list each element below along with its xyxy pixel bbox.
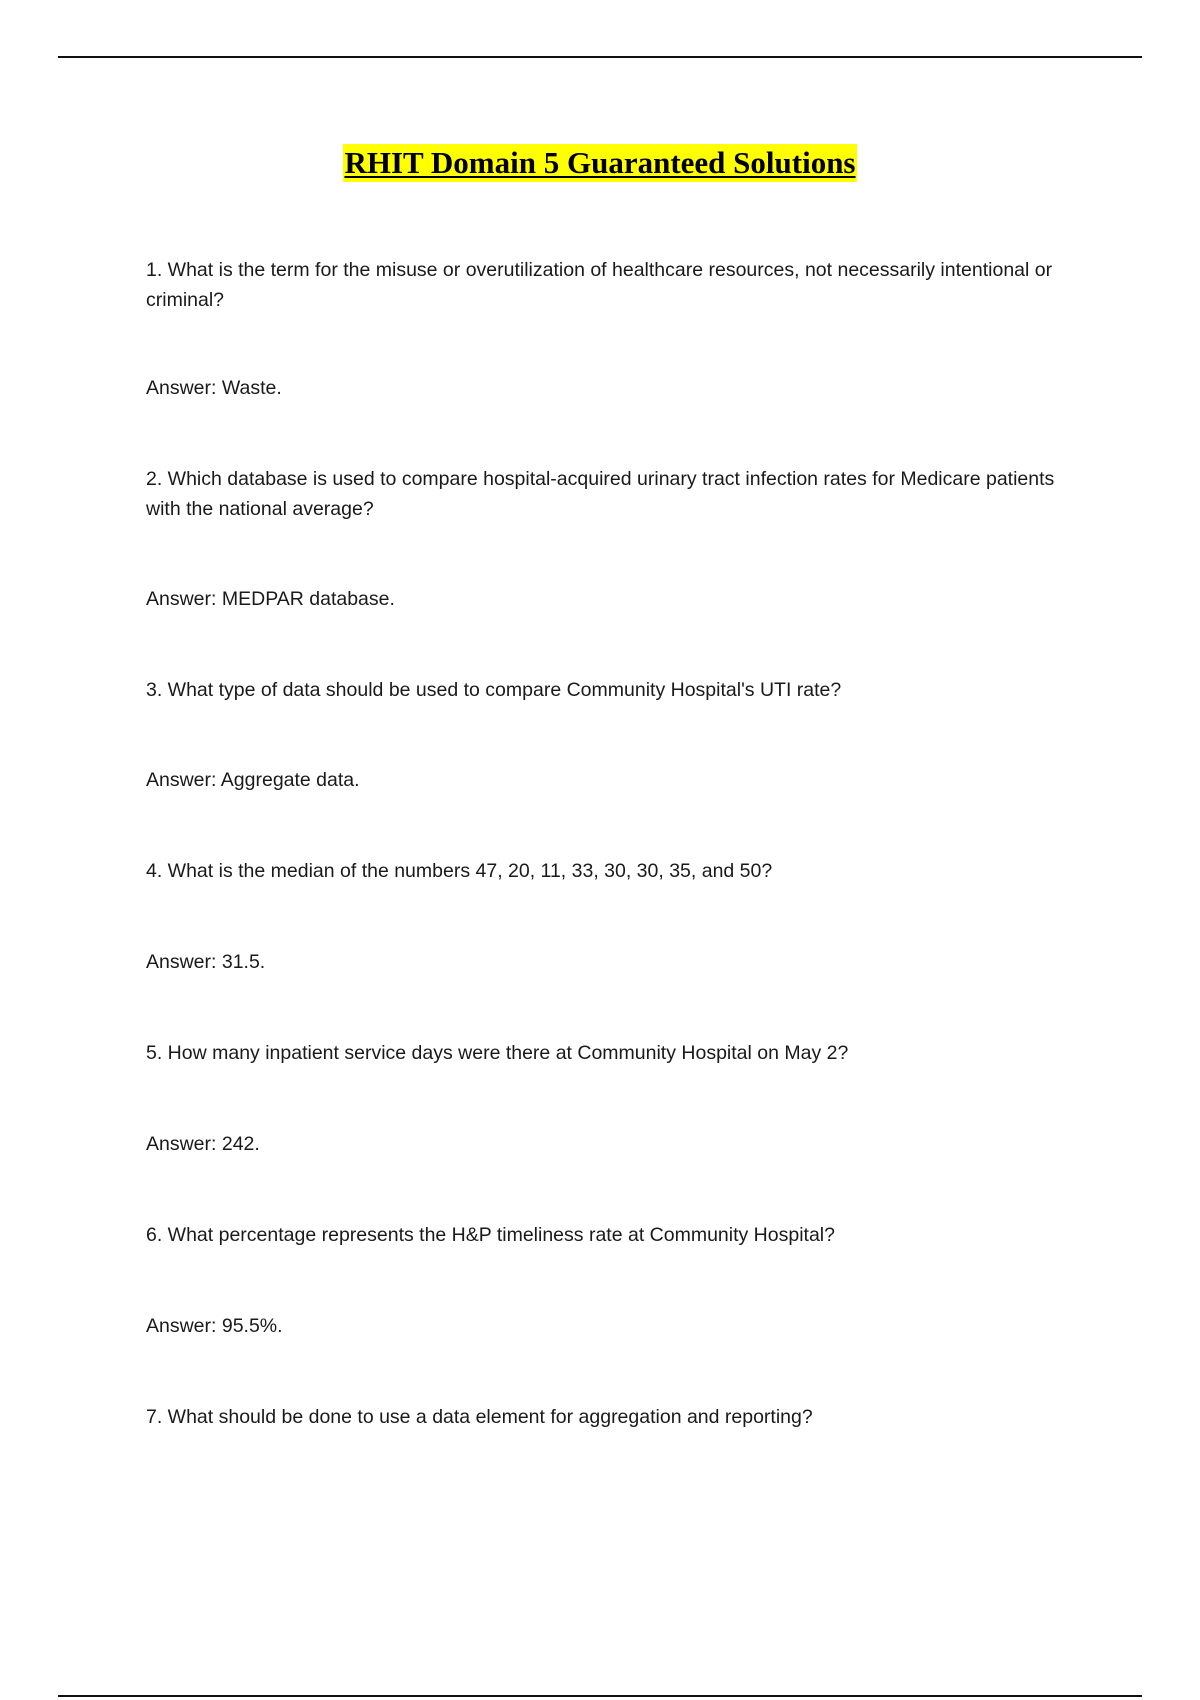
qa-item-5 <box>146 1038 1086 1129</box>
answer-2: Answer: MEDPAR database. <box>146 588 395 610</box>
answer-block-1 <box>146 373 1086 464</box>
title-container <box>0 144 1200 182</box>
question-4: 4. What is the median of the numbers 47, 20, 11, 33, 30, 30, 35, and 50? <box>146 860 773 882</box>
qa-item-3 <box>146 675 1086 765</box>
bottom-rule <box>58 1695 1142 1697</box>
answer-block-6 <box>146 1311 1086 1402</box>
qa-item-4 <box>146 856 1086 947</box>
qa-item-1 <box>146 255 1086 373</box>
answer-6: Answer: 95.5%. <box>146 1315 283 1337</box>
page-title: RHIT Domain 5 Guaranteed Solutions <box>344 145 856 180</box>
question-5: 5. How many inpatient service days were there at Community Hospital on May 2? <box>146 1042 849 1064</box>
answer-block-3 <box>146 765 1086 856</box>
answer-block-5 <box>146 1129 1086 1220</box>
qa-item-2 <box>146 464 1086 584</box>
question-2: 2. Which database is used to compare hospital-acquired urinary tract infection rates for Medicare patients with the national average? <box>146 468 1055 520</box>
qa-list <box>146 255 1086 1462</box>
answer-block-4 <box>146 947 1086 1038</box>
question-7: 7. What should be done to use a data element for aggregation and reporting? <box>146 1406 813 1428</box>
qa-item-7 <box>146 1402 1086 1462</box>
answer-5: Answer: 242. <box>146 1133 260 1155</box>
answer-block-2 <box>146 584 1086 675</box>
answer-1: Answer: Waste. <box>146 377 282 399</box>
question-1: 1. What is the term for the misuse or overutilization of healthcare resources, not necessarily intentional or criminal? <box>146 259 1053 311</box>
top-rule <box>58 56 1142 58</box>
qa-item-6 <box>146 1220 1086 1311</box>
answer-4: Answer: 31.5. <box>146 951 266 973</box>
question-3: 3. What type of data should be used to compare Community Hospital's UTI rate? <box>146 679 842 701</box>
answer-3: Answer: Aggregate data. <box>146 769 360 791</box>
question-6: 6. What percentage represents the H&P timeliness rate at Community Hospital? <box>146 1224 835 1246</box>
